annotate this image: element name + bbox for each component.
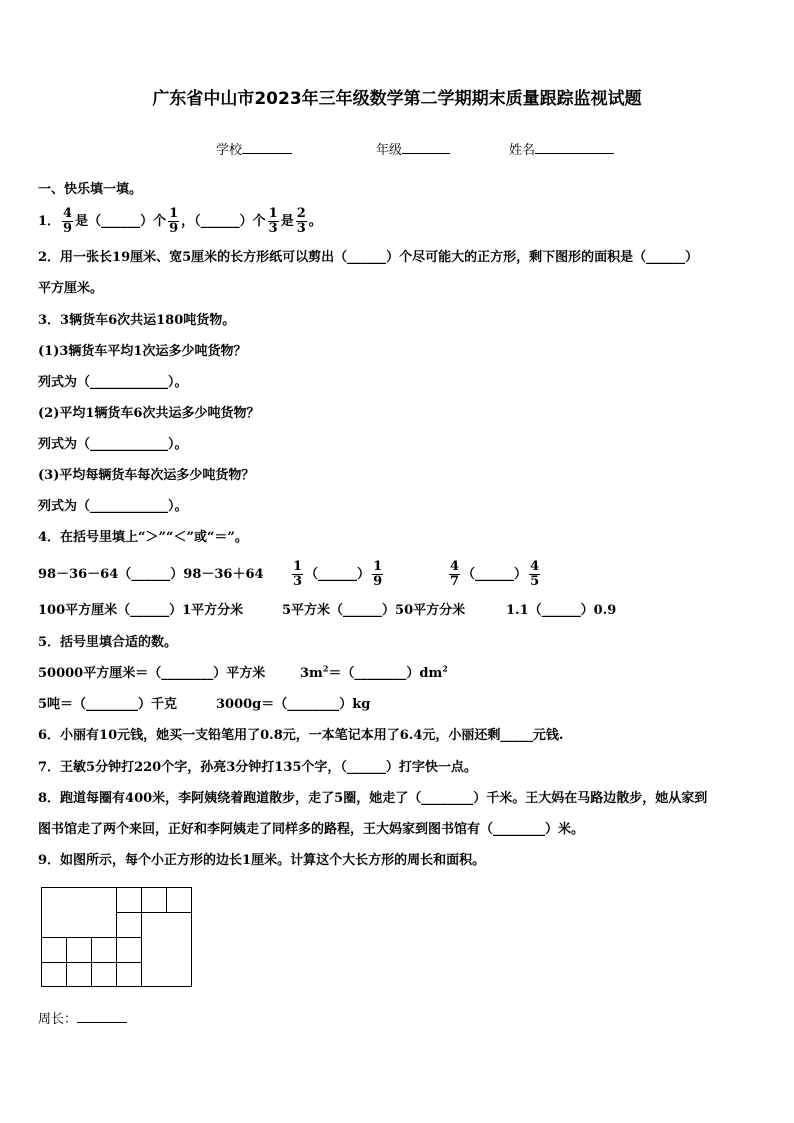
grade-label: 年级 <box>376 143 403 158</box>
school-field[interactable] <box>216 141 292 159</box>
question-4-a: 98－36－64（______）98－36＋64 <box>38 567 264 582</box>
question-4-f: 1.1（______）0.9 <box>506 603 617 618</box>
fraction-1-3-b: $\frac{1}{3}$ <box>293 559 303 589</box>
q4-c-blank: （______） <box>462 567 528 582</box>
q1-text-2: ，（______）个 <box>181 214 266 229</box>
perimeter-label: 周长： <box>38 1012 78 1027</box>
question-5-d: 3000g＝（________）kg <box>216 697 371 712</box>
fraction-4-7-c: $\frac{4}{7}$ <box>450 559 460 589</box>
grade-blank[interactable] <box>402 141 450 154</box>
q4-b-blank: （______） <box>305 567 371 582</box>
question-5-b: $3m^2=(\_\_\_\_\_\_\_\_)dm^2$ <box>300 663 448 681</box>
question-4-b <box>290 556 385 594</box>
rectangle-grid-figure <box>41 887 191 987</box>
grade-field[interactable] <box>376 141 450 159</box>
page-title: 广东省中山市2023年三年级数学第二学期期末质量跟踪监视试题 <box>152 89 642 109</box>
question-9: 9．如图所示，每个小正方形的边长1厘米。计算这个大长方形的周长和面积。 <box>38 853 486 868</box>
question-5-a: 50000平方厘米＝（________）平方米 <box>38 666 266 681</box>
fraction-1-9-b: $\frac{1}{9}$ <box>373 559 383 589</box>
question-3-answer-2: 列式为（____________）。 <box>38 437 188 452</box>
section-heading: 一、快乐填一填。 <box>38 182 143 197</box>
perimeter-blank[interactable] <box>77 1010 127 1023</box>
school-blank[interactable] <box>242 141 292 154</box>
perimeter-field[interactable] <box>38 1010 127 1028</box>
question-4-e: 5平方米（______）50平方分米 <box>282 603 466 618</box>
question-5-c: 5吨＝（________）千克 <box>38 697 178 712</box>
question-2-line-2: 平方厘米。 <box>38 281 104 296</box>
question-5-stem: 5．括号里填合适的数。 <box>38 635 178 650</box>
fraction-4-9: $\frac{4}{9}$ <box>63 206 73 236</box>
question-4-c <box>447 556 542 594</box>
q1-text-1: 是（______）个 <box>75 214 167 229</box>
question-8-line-2: 图书馆走了两个来回，正好和李阿姨走了同样多的路程，王大妈家到图书馆有（________）米。 <box>38 822 585 837</box>
fraction-1-9: $\frac{1}{9}$ <box>169 206 179 236</box>
q1-number: 1． <box>38 214 61 229</box>
fraction-1-3: $\frac{1}{3}$ <box>268 206 278 236</box>
name-blank[interactable] <box>535 141 614 154</box>
question-4-d: 100平方厘米（______）1平方分米 <box>38 603 244 618</box>
question-4-stem: 4．在括号里填上“＞”“＜”或“＝”。 <box>38 530 248 545</box>
name-label: 姓名 <box>509 143 536 158</box>
question-3-stem: 3．3辆货车6次共运180吨货物。 <box>38 313 236 328</box>
name-field[interactable] <box>509 141 614 159</box>
question-2-line-1: 2．用一张长19厘米、宽5厘米的长方形纸可以剪出（______）个尽可能大的正方形，剩下图形的面积是（______） <box>38 250 699 265</box>
question-3-sub-2: (2)平均1辆货车6次共运多少吨货物？ <box>38 406 260 421</box>
question-1 <box>38 205 322 239</box>
question-3-sub-3: (3)平均每辆货车每次运多少吨货物？ <box>38 468 255 483</box>
fraction-4-5-c: $\frac{4}{5}$ <box>530 559 540 589</box>
question-3-answer-3: 列式为（____________）。 <box>38 499 188 514</box>
question-3-answer-1: 列式为（____________）。 <box>38 375 188 390</box>
question-8-line-1: 8．跑道每圈有400米，李阿姨绕着跑道散步，走了5圈，她走了（________）千米。王大妈在马路边散步，她从家到 <box>38 791 708 806</box>
q1-text-4: 。 <box>308 214 322 229</box>
fraction-2-3: $\frac{2}{3}$ <box>296 206 306 236</box>
q1-text-3: 是 <box>280 214 294 229</box>
question-6: 6．小丽有10元钱，她买一支铅笔用了0.8元，一本笔记本用了6.4元，小丽还剩_____元钱. <box>38 728 564 743</box>
question-3-sub-1: (1)3辆货车平均1次运多少吨货物？ <box>38 344 247 359</box>
question-7: 7．王敏5分钟打220个字，孙亮3分钟打135个字，（______）打字快一点。 <box>38 760 477 775</box>
school-label: 学校 <box>216 143 243 158</box>
